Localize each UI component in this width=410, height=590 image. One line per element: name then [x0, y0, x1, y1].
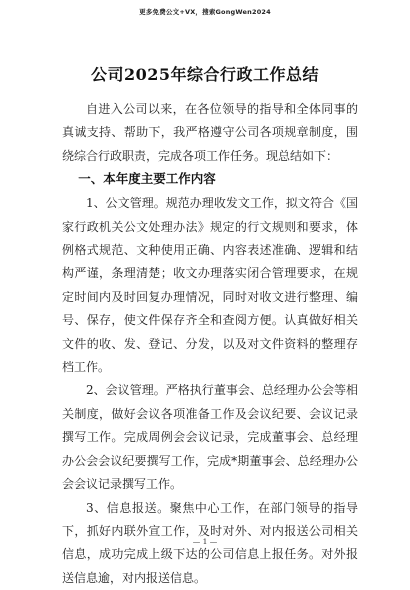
document-body	[62, 98, 358, 590]
download-banner: 更多免费公文+VX，搜索GongWen2024	[0, 7, 410, 16]
page-number: — 1 —	[0, 537, 410, 546]
paragraph-document-management: 1、公文管理。规范办理收发文工作，拟文符合《国家行政机关公文处理办法》规定的行文规则和要求，体例格式规范、文种使用正确、内容表述准确、逻辑和结构严谨，条理清楚；收文办理落实闭合管理要求，在规定时间内及时回复办理情况，同时对收文进行整理、编号、保存，使文件保存齐全和查阅方便。认真做好相关文件的收、发、登记、分发，以及对文件资料的整理存档工作。	[62, 192, 358, 379]
document-title: 公司2025年综合行政工作总结	[0, 62, 410, 85]
paragraph-meeting-management: 2、会议管理。严格执行董事会、总经理办公会等相关制度，做好会议各项准备工作及会议纪要、会议记录撰写工作。完成周例会会议记录，完成董事会、总经理办公会会议纪要撰写工作，完成*期董事会、总经理办公会会议记录撰写工作。	[62, 379, 358, 496]
paragraph-information-reporting: 3、信息报送。聚焦中心工作，在部门领导的指导下，抓好内联外宣工作，及时对外、对内报送公司相关信息，成功完成上级下达的公司信息上报任务。对外报送信息逾，对内报送信息。	[62, 497, 358, 590]
intro-paragraph: 自进入公司以来，在各位领导的指导和全体同事的真诚支持、帮助下，我严格遵守公司各项规章制度，围绕综合行政职责，完成各项工作任务。现总结如下：	[62, 98, 358, 168]
section-heading: 一、本年度主要工作内容	[62, 168, 358, 190]
